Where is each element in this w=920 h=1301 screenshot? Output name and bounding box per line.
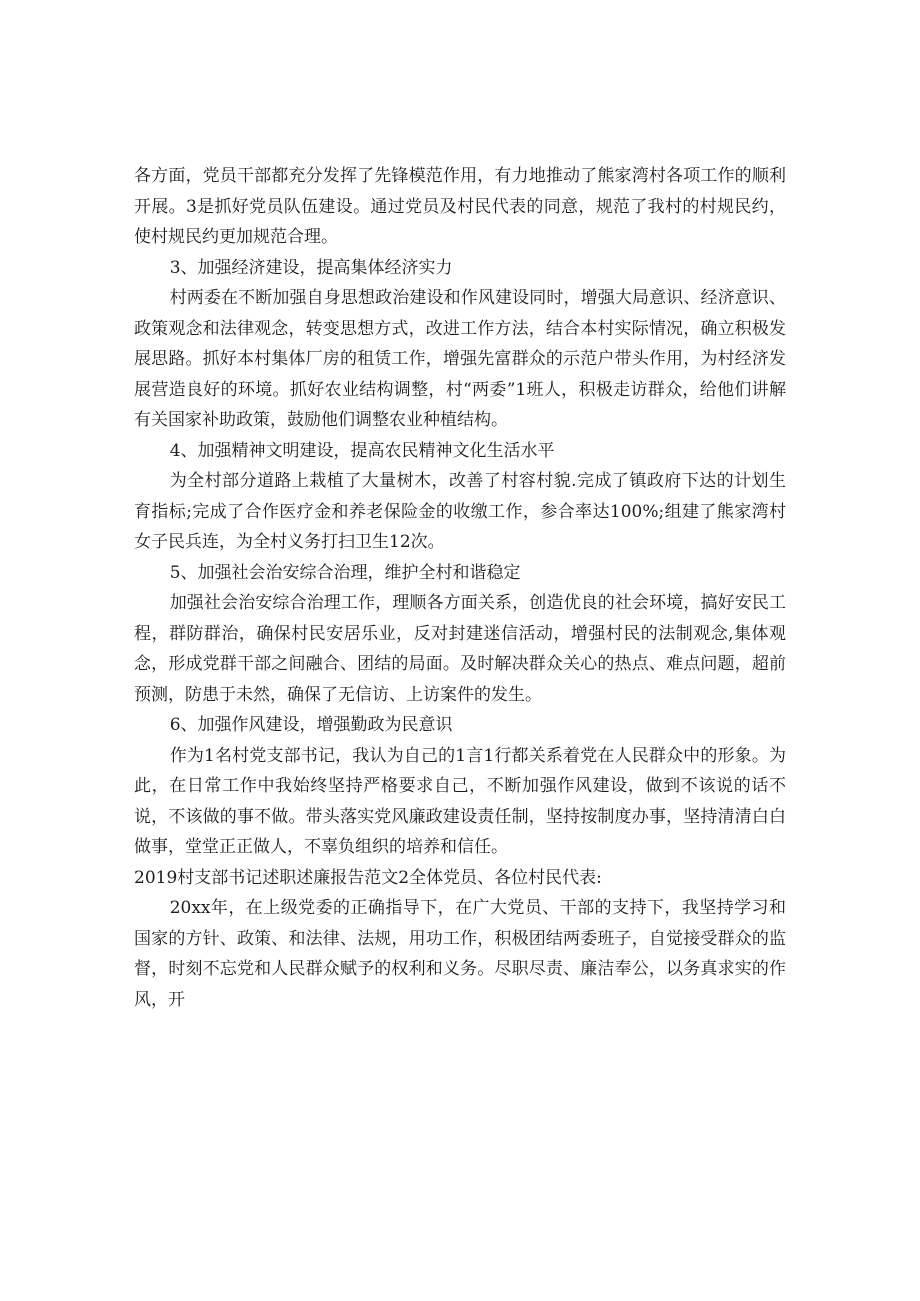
paragraph-work-style: 作为1名村党支部书记，我认为自己的1言1行都关系着党在人民群众中的形象。为此，在日常工作中我始终坚持严格要求自己，不断加强作风建设，做到不该说的话不说，不该做的事不做。带头落实党风廉政建设责任制，坚持按制度办事，坚持清清白白做事，堂堂正正做人，不辜负组织的培养和信任。 [134,745,786,857]
paragraph-civilization: 为全村部分道路上栽植了大量树木，改善了村容村貌.完成了镇政府下达的计划生育指标;完成了合作医疗金和养老保险金的收缴工作，参合率达100%;组建了熊家湾村女子民兵连，为全村义务打扫卫生12次。 [134,471,786,552]
paragraph-report-opening: 20xx年，在上级党委的正确指导下，在广大党员、干部的支持下，我坚持学习和国家的方针、政策、和法律、法规，用功工作，积极团结两委班子，自觉接受群众的监督，时刻不忘党和人民群众赋予的权利和义务。尽职尽责、廉洁奉公，以务真求实的作风，开 [134,898,786,1010]
document-body [134,161,786,1015]
section-heading-6: 6、加强作风建设，增强勤政为民意识 [169,715,453,735]
paragraph-public-security: 加强社会治安综合治理工作，理顺各方面关系，创造优良的社会环境，搞好安民工程，群防群治，确保村民安居乐业，反对封建迷信活动，增强村民的法制观念,集体观念，形成党群干部之间融合、团结的局面。及时解决群众关心的热点、难点问题，超前预测，防患于未然，确保了无信访、上访案件的发生。 [134,593,786,705]
section-heading-3: 3、加强经济建设，提高集体经济实力 [169,257,453,278]
paragraph-economy: 村两委在不断加强自身思想政治建设和作风建设同时，增强大局意识、经济意识、政策观念和法律观念，转变思想方式，改进工作方法，结合本村实际情况，确立积极发展思路。抓好本村集体厂房的租赁工作，增强先富群众的示范户带头作用，为村经济发展营造良好的环境。抓好农业结构调整，村“两委”1班人，积极走访群众，给他们讲解有关国家补助政策，鼓励他们调整农业种植结构。 [134,288,786,430]
section-heading-5: 5、加强社会治安综合治理，维护全村和谐稳定 [169,562,521,583]
section-heading-4: 4、加强精神文明建设，提高农民精神文化生活水平 [169,440,555,461]
paragraph-intro-continued: 各方面，党员干部都充分发挥了先锋模范作用，有力地推动了熊家湾村各项工作的顺利开展。3是抓好党员队伍建设。通过党员及村民代表的同意，规范了我村的村规民约，使村规民约更加规范合理。 [134,166,786,247]
report-subtitle: 2019村支部书记述职述廉报告范文2全体党员、各位村民代表: [134,867,602,888]
